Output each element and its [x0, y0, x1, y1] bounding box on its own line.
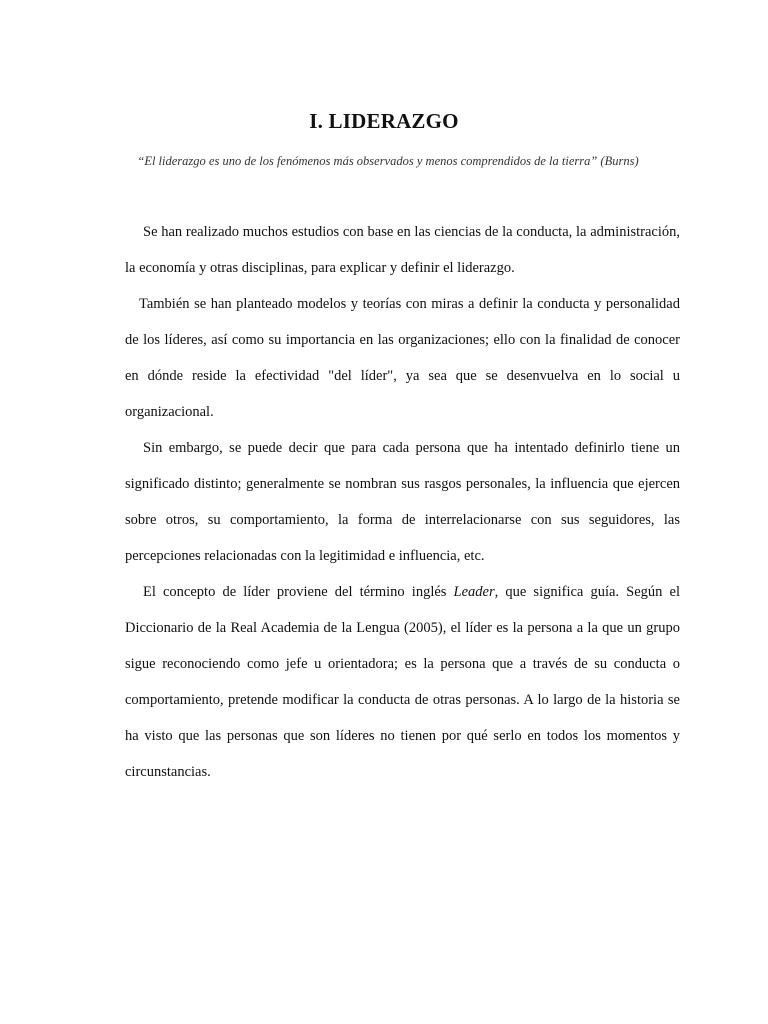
paragraph-4-after: , que significa guía. Según el Diccionario de la Real Academia de la Lengua (2005), el líder es la persona a la que un grupo sigue reconociendo como jefe u orientadora; es la persona que a través de su conducta o comportamiento, pretende modificar la conducta de otras personas. A lo largo de la historia se ha visto que las personas que son líderes no tienen por qué serlo en todos los momentos y circunstancias. [125, 584, 680, 780]
page-title: I. LIDERAZGO [309, 109, 459, 133]
paragraph-3: Sin embargo, se puede decir que para cada persona que ha intentado definirlo tiene un significado distinto; generalmente se nombran sus rasgos personales, la influencia que ejercen sobre otros, su comportamiento, la forma de interrelacionarse con sus seguidores, las percepciones relacionadas con la legitimidad e influencia, etc. [125, 440, 680, 564]
paragraph-4-emphasis: Leader [453, 584, 495, 600]
paragraph-4-before: El concepto de líder proviene del término inglés [143, 584, 454, 600]
epigraph-quote: “El liderazgo es uno de los fenómenos más observados y menos comprendidos de la tierra” (Burns) [137, 154, 639, 168]
paragraph-1: Se han realizado muchos estudios con base en las ciencias de la conducta, la administración, la economía y otras disciplinas, para explicar y definir el liderazgo. [125, 224, 680, 276]
paragraph-2: También se han planteado modelos y teorías con miras a definir la conducta y personalidad de los líderes, así como su importancia en las organizaciones; ello con la finalidad de conocer en dónde reside la efectividad "del líder", ya sea que se desenvuelva en lo social u organizacional. [125, 296, 680, 420]
paragraph-4 [125, 574, 680, 790]
body-text [125, 214, 680, 790]
